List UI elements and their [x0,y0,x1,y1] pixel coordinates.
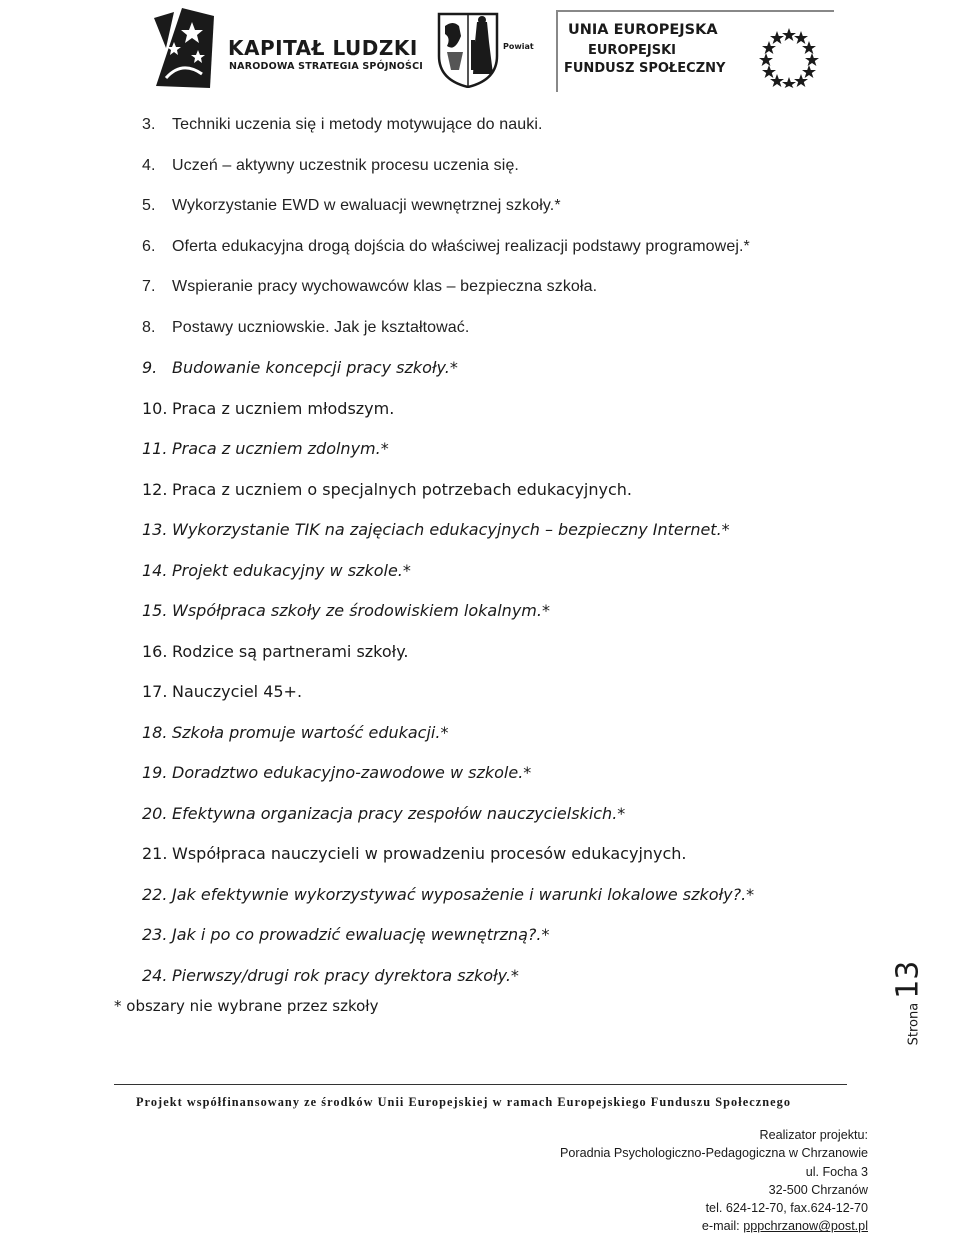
footer-email-line [560,1217,868,1235]
list-item-number: 20. [142,803,168,823]
list-item-text: Rodzice są partnerami szkoły. [172,641,409,661]
list-item-text: Oferta edukacyjna drogą dojścia do właściwej realizacji podstawy programowej.* [172,237,750,255]
eu-efs-logo [556,10,834,92]
list-item-text: Szkoła promuje wartość edukacji.* [172,722,449,742]
kapital-ludzki-emblem-icon [152,8,214,88]
list-item [142,560,754,601]
list-item-text: Jak efektywnie wykorzystywać wyposażenie i warunki lokalowe szkoły?.* [172,884,755,904]
list-item [142,438,754,479]
list-item [142,519,754,560]
list-item-number: 15. [142,601,168,620]
list-item-number: 14. [142,560,168,580]
list-item [142,803,754,844]
list-item-text: Nauczyciel 45+. [172,682,303,701]
footer-email-link[interactable]: pppchrzanow@post.pl [743,1219,868,1234]
list-item [142,317,754,358]
list-item-number: 6. [142,237,156,255]
powiat-label: Powiat [503,42,534,51]
footer-city: 32-500 Chrzanów [768,1182,868,1197]
list-item [142,681,754,722]
list-item-number: 16. [142,641,168,661]
list-item-text: Projekt edukacyjny w szkole.* [172,560,411,580]
page-number [888,958,928,1048]
list-item-text: Wspieranie pracy wychowawców klas – bezpieczna szkoła. [172,278,598,295]
list-item [142,762,754,803]
footer-org-name: Poradnia Psychologiczno-Pedagogiczna w Chrzanowie [559,1146,868,1161]
list-item-text: Jak i po co prowadzić ewaluację wewnętrzną?.* [172,925,550,944]
list-item-number: 5. [142,197,156,214]
list-item-text: Postawy uczniowskie. Jak je kształtować. [172,318,470,336]
eu-flag-icon [751,22,827,88]
list-item-number: 11. [142,439,168,458]
page-header [0,0,960,96]
list-item [142,600,754,641]
eu-logo-line-2: EUROPEJSKI [588,43,677,58]
list-item-text: Współpraca nauczycieli w prowadzeniu procesów edukacyjnych. [172,844,687,863]
list-item-number: 12. [142,479,168,499]
list-item-text: Doradztwo edukacyjno-zawodowe w szkole.* [172,763,532,782]
page-number-value: 13 [890,960,926,999]
list-item [142,641,754,682]
footer-street: ul. Focha 3 [805,1164,868,1179]
list-item-text: Praca z uczniem zdolnym.* [172,439,389,458]
list-item-number: 8. [142,318,156,336]
list-item-number: 7. [142,278,156,295]
kapital-ludzki-logo [152,6,423,90]
footer-phone: tel. 624-12-70, fax.624-12-70 [705,1201,868,1216]
list-item [142,276,754,317]
list-item-number: 17. [142,682,168,701]
list-item-text: Praca z uczniem młodszym. [172,398,395,418]
footer-contact [560,1126,868,1236]
list-item [142,114,754,155]
powiat-logo [437,12,537,88]
list-item-text: Wykorzystanie TIK na zajęciach edukacyjnych – bezpieczny Internet.* [172,520,730,539]
list-item-number: 21. [142,844,168,863]
list-item-text: Współpraca szkoły ze środowiskiem lokalnym.* [172,601,550,620]
list-item [142,398,754,439]
list-item [142,884,754,925]
list-item-number: 19. [142,763,168,782]
list-item-number: 18. [142,722,168,742]
list-item-text: Efektywna organizacja pracy zespołów nauczycielskich.* [172,803,626,823]
eu-logo-line-1: UNIA EUROPEJSKA [568,22,718,38]
list-item [142,195,754,236]
list-item-text: Uczeń – aktywny uczestnik procesu uczenia się. [172,156,519,174]
footer-email-prefix: e-mail: [701,1219,744,1234]
list-item-text: Praca z uczniem o specjalnych potrzebach edukacyjnych. [172,479,632,499]
list-item-text: Wykorzystanie EWD w ewaluacji wewnętrznej szkoły.* [172,197,561,214]
list-item [142,924,754,965]
kapital-ludzki-subtitle: NARODOWA STRATEGIA SPÓJNOŚCI [229,61,423,72]
list-item [142,479,754,520]
footnote: * obszary nie wybrane przez szkoły [114,997,379,1015]
list-item [142,722,754,763]
list-item-number: 10. [142,398,168,418]
list-item [142,843,754,884]
list-item-text: Pierwszy/drugi rok pracy dyrektora szkoły.* [172,965,519,985]
list-item-number: 13. [142,520,168,539]
footer-divider [114,1084,847,1085]
list-item-number: 4. [142,156,156,174]
footer-project-line: Projekt współfinansowany ze środków Unii Europejskiej w ramach Europejskiego Funduszu Społecznego [136,1095,792,1109]
page-number-label: Strona [906,1002,922,1046]
kapital-ludzki-title: KAPITAŁ LUDZKI [228,36,418,60]
list-item-text: Techniki uczenia się i metody motywujące do nauki. [172,116,543,133]
list-item-number: 24. [142,965,168,985]
list-item [142,155,754,196]
list-item-number: 9. [142,358,158,377]
list-item-text: Budowanie koncepcji pracy szkoły.* [172,358,458,377]
list-item [142,357,754,398]
list-item [142,236,754,277]
list-item-number: 3. [142,116,156,133]
powiat-crest-icon [437,12,499,88]
topics-list [142,114,754,1005]
list-item-number: 22. [142,884,168,904]
footer-realizator-label: Realizator projektu: [759,1128,868,1142]
eu-logo-line-3: FUNDUSZ SPOŁECZNY [564,61,726,76]
list-item-number: 23. [142,925,168,944]
